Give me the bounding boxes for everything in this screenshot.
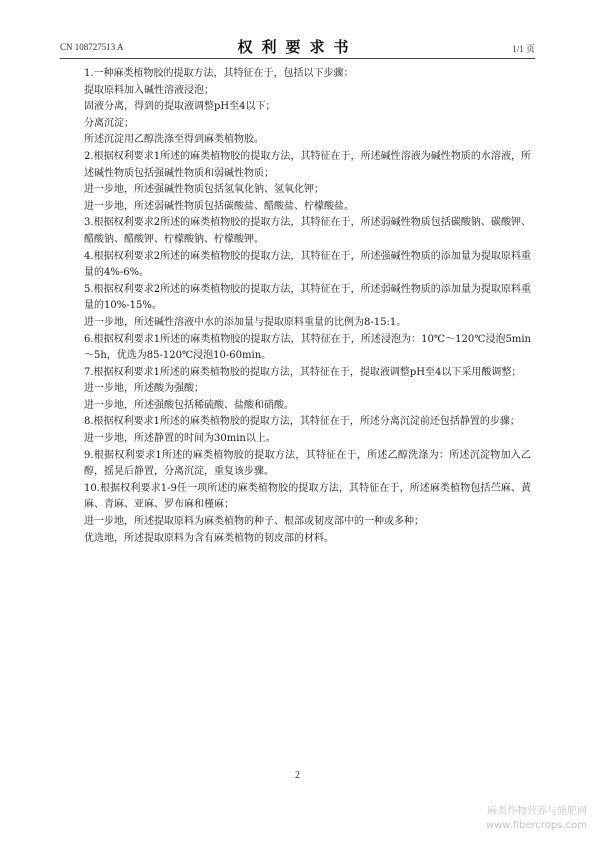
claim-line: 9.根据权利要求1所述的麻类植物胶的提取方法，其特征在于，所述乙醇洗涤为：所述沉淀物加入乙醇，摇晃后静置，分离沉淀，重复该步骤。	[84, 449, 531, 478]
claim-line: 进一步地，所述提取原料为麻类植物的种子、根部或韧皮部中的一种或多种；	[84, 516, 424, 528]
header-divider	[60, 58, 535, 59]
watermark-url: www.fibercrops.com	[485, 820, 587, 831]
claim-line: 3.根据权利要求2所述的麻类植物胶的提取方法，其特征在于，所述弱碱性物质包括碳酸钠、碳酸钾、醋酸钠、醋酸钾、柠檬酸钠、柠檬酸钾。	[84, 217, 531, 245]
claim-line: 进一步地，所述静置的时间为30min以上。	[84, 433, 276, 445]
claim-line: 6.根据权利要求1所述的麻类植物胶的提取方法，其特征在于，所述浸泡为：10℃～120℃浸泡5min～5h，优选为85-120℃浸泡10-60min。	[84, 333, 531, 362]
claim-line: 进一步地，所述弱碱性物质包括碳酸盐、醋酸盐、柠檬酸盐。	[84, 200, 354, 212]
claim-line: 进一步地，所述碱性溶液中水的添加量与提取原料重量的比例为8-15:1。	[84, 316, 407, 328]
claim-line: 进一步地，所述强酸包括稀硫酸、盐酸和硝酸。	[84, 399, 294, 411]
claim-line: 8.根据权利要求1所述的麻类植物胶的提取方法，其特征在于，所述分离沉淀前还包括静置的步骤；	[84, 416, 520, 428]
page-header	[60, 36, 535, 56]
claim-line: 10.根据权利要求1-9任一项所述的麻类植物胶的提取方法，其特征在于，所述麻类植物包括苎麻、黄麻、青麻、亚麻、罗布麻和槿麻；	[84, 482, 531, 511]
watermark-site-name: 麻类作物营养与施肥网	[487, 806, 587, 817]
page-info: 1/1 页	[512, 44, 535, 54]
page-number: 2	[295, 770, 300, 781]
claims-body	[84, 66, 531, 547]
claim-line: 优选地，所述提取原料为含有麻类植物的韧皮部的材料。	[84, 532, 334, 544]
claim-line: 2.根据权利要求1所述的麻类植物胶的提取方法，其特征在于，所述碱性溶液为碱性物质的水溶液，所述碱性物质包括强碱性物质和弱碱性物质；	[84, 150, 531, 179]
claim-line: 进一步地，所述强碱性物质包括氢氧化钠、氢氧化钾；	[84, 184, 324, 196]
claim-line: 分离沉淀；	[84, 117, 134, 129]
claim-line: 5.根据权利要求2所述的麻类植物胶的提取方法，其特征在于，所述弱碱性物质的添加量为提取原料重量的10%-15%。	[84, 283, 531, 312]
claim-line: 7.根据权利要求1所述的麻类植物胶的提取方法，其特征在于，提取液调整pH至4以下采用酸调整；	[84, 366, 522, 378]
publication-number: CN 108727513 A	[60, 42, 124, 52]
claim-line: 进一步地，所述酸为强酸；	[84, 383, 204, 395]
document-title: 权利要求书	[237, 38, 358, 56]
watermark	[486, 805, 587, 833]
claim-line: 提取原料加入碱性溶液浸泡；	[84, 84, 214, 96]
claim-line: 固液分离，得到的提取液调整pH至4以下；	[84, 101, 276, 113]
claim-line: 4.根据权利要求2所述的麻类植物胶的提取方法，其特征在于，所述强碱性物质的添加量为提取原料重量的4%-6%。	[84, 250, 531, 279]
claim-line: 所述沉淀用乙醇洗涤至得到麻类植物胶。	[84, 134, 264, 146]
claim-line: 1.一种麻类植物胶的提取方法，其特征在于，包括以下步骤：	[84, 68, 354, 79]
